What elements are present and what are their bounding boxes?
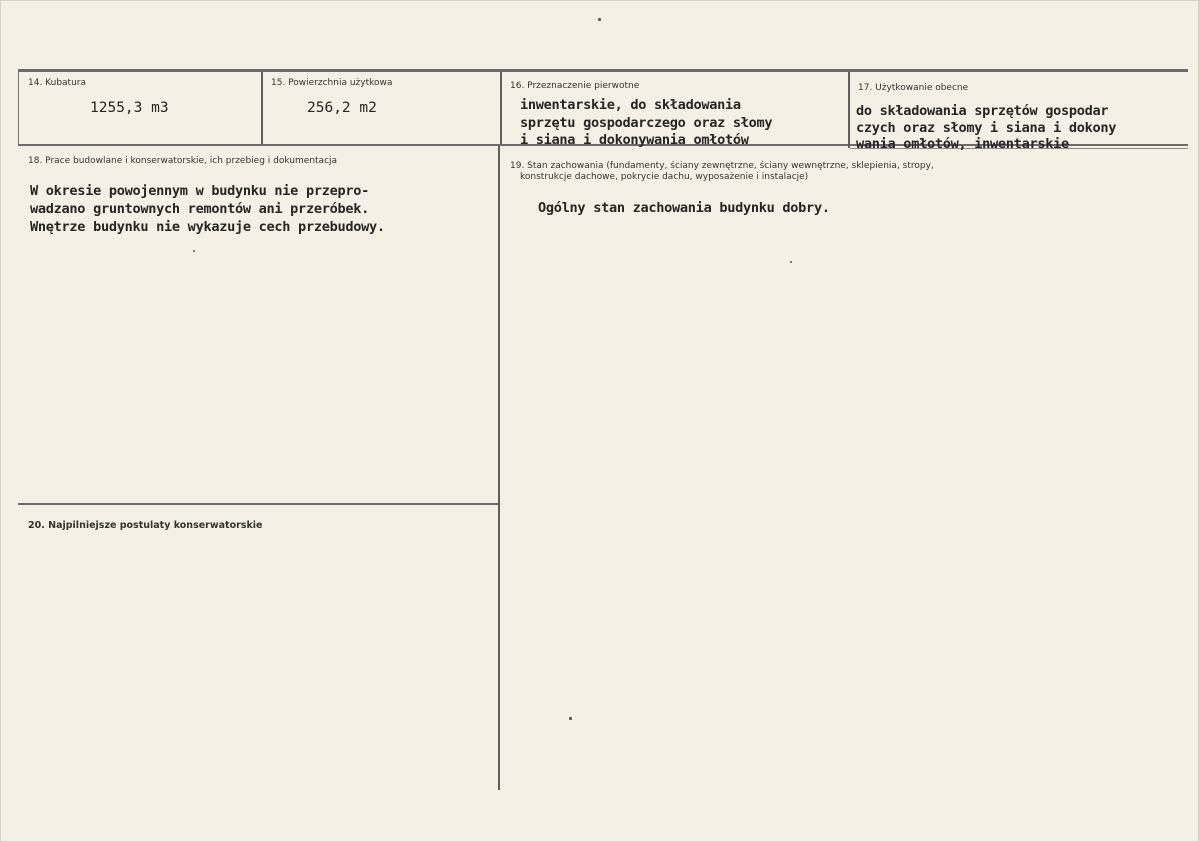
field-15-label: 15. Powierzchnia użytkowa (271, 78, 393, 88)
field-14-value: 1255,3 m3 (90, 100, 169, 116)
field-16-line-3: i siana i dokonywania omłotów (520, 132, 749, 148)
divider-16-17 (848, 72, 850, 148)
field-20-label: 20. Najpilniejsze postulaty konserwatorskie (28, 520, 263, 531)
field-18-line-1: W okresie powojennym w budynku nie przepro- (30, 183, 370, 199)
field-17-line-3: wania omłotów, inwentarskie (856, 136, 1069, 152)
field-19-text: Ogólny stan zachowania budynku dobry. (538, 200, 830, 216)
field-14-label: 14. Kubatura (28, 78, 87, 88)
field-17-line-2: czych oraz słomy i siana i dokony (856, 120, 1117, 136)
field-15-value: 256,2 m2 (307, 100, 377, 116)
field-17-label: 17. Użytkowanie obecne (858, 83, 969, 93)
field-18-line-3: Wnętrze budynku nie wykazuje cech przebudowy. (30, 219, 385, 235)
paper-speck (790, 261, 792, 263)
field-16-line-2: sprzętu gospodarczego oraz słomy (520, 115, 773, 131)
field-19-label-line-1: 19. Stan zachowania (fundamenty, ściany zewnętrzne, ściany wewnętrzne, sklepienia, stropy, (510, 161, 934, 171)
left-edge-rule (18, 72, 19, 144)
field-16-label: 16. Przeznaczenie pierwotne (510, 81, 640, 91)
divider-left-right (498, 146, 500, 790)
field-18-line-2: wadzano gruntownych remontów ani przeróbek. (30, 201, 370, 217)
divider-15-16 (500, 72, 502, 144)
field-16-line-1: inwentarskie, do składowania (520, 97, 741, 113)
paper-speck (569, 717, 572, 720)
paper-speck (598, 18, 601, 21)
divider-14-15 (261, 72, 263, 144)
box18-bottom-rule (18, 503, 498, 505)
paper-speck (193, 250, 195, 252)
field-19-label-line-2: konstrukcje dachowe, pokrycie dachu, wyposażenie i instalacje) (520, 172, 809, 182)
field-17-line-1: do składowania sprzętów gospodar (856, 103, 1109, 119)
field-18-label: 18. Prace budowlane i konserwatorskie, ich przebieg i dokumentacja (28, 156, 338, 166)
top-rule (18, 69, 1188, 72)
